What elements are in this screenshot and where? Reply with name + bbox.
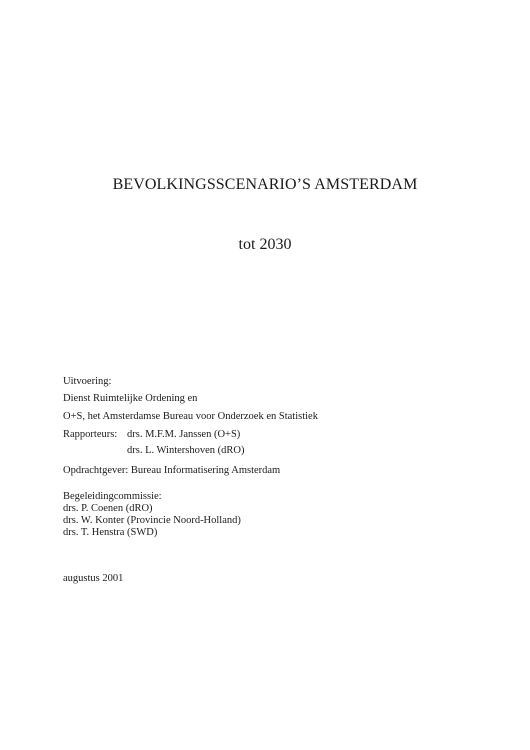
reporters-label: Rapporteurs: — [63, 429, 118, 440]
client-line: Opdrachtgever: Bureau Informatisering Amsterdam — [63, 465, 281, 476]
committee-member-1: drs. P. Coenen (dRO) — [63, 503, 153, 514]
execution-line-2: O+S, het Amsterdamse Bureau voor Onderzoek en Statistiek — [63, 411, 318, 422]
reporters-row — [63, 424, 318, 441]
document-subtitle: tot 2030 — [238, 236, 292, 253]
committee-section — [63, 490, 241, 538]
reporter-1: drs. M.F.M. Janssen (O+S) — [127, 429, 241, 440]
execution-line-1: Dienst Ruimtelijke Ordening en — [63, 393, 198, 404]
committee-heading: Begeleidingcommissie: — [63, 491, 162, 502]
execution-heading: Uitvoering: — [63, 376, 112, 387]
reporter-2: drs. L. Wintershoven (dRO) — [127, 445, 245, 456]
committee-member-2: drs. W. Konter (Provincie Noord-Holland) — [63, 515, 241, 526]
document-date: augustus 2001 — [63, 573, 124, 584]
document-title: BEVOLKINGSSCENARIO’S AMSTERDAM — [112, 176, 418, 193]
reporters-row-2 — [63, 441, 318, 457]
committee-member-3: drs. T. Henstra (SWD) — [63, 527, 158, 538]
execution-section — [63, 375, 318, 457]
